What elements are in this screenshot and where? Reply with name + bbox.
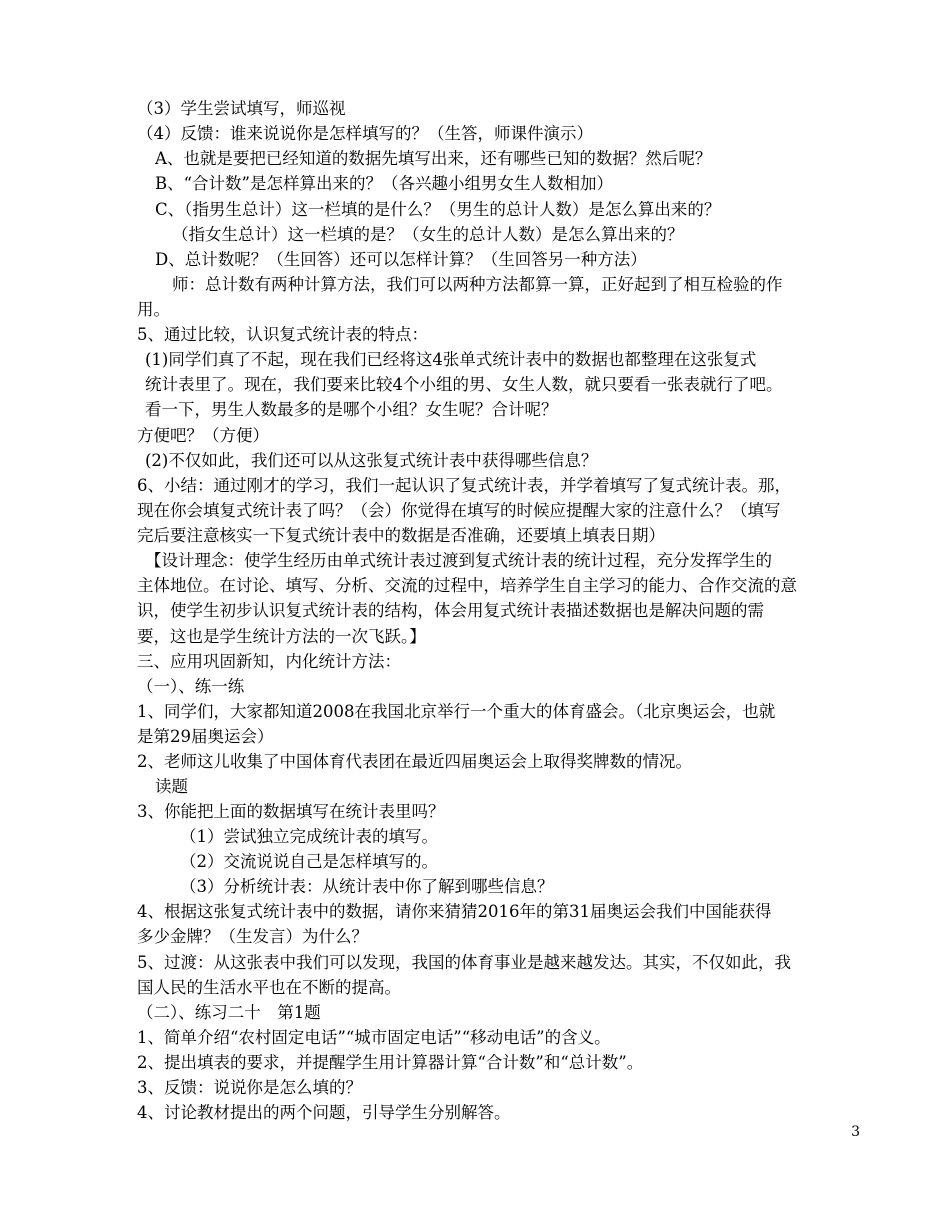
text-line: 4、讨论教材提出的两个问题，引导学生分别解答。 bbox=[137, 1103, 511, 1122]
text-line: 三、应用巩固新知，内化统计方法： bbox=[137, 652, 401, 671]
text-line: D、总计数呢？（生回答）还可以怎样计算？（生回答另一种方法） bbox=[155, 250, 647, 269]
text-line: 是第29届奥运会） bbox=[137, 727, 274, 746]
text-line: 3、反馈：说说你是怎么填的？ bbox=[137, 1078, 362, 1097]
text-line: B、“合计数”是怎样算出来的？（各兴趣小组男女生人数相加） bbox=[155, 174, 613, 193]
text-line: 现在你会填复式统计表了吗？（会）你觉得在填写的时候应提醒大家的注意什么？（填写 bbox=[137, 501, 781, 520]
text-line: 2、老师这儿收集了中国体育代表团在最近四届奥运会上取得奖牌数的情况。 bbox=[137, 752, 692, 771]
text-line: 1、简单介绍“农村固定电话”“城市固定电话”“移动电话”的含义。 bbox=[137, 1028, 611, 1047]
text-line: 统计表里了。现在，我们要来比较4个小组的男、女生人数，就只要看一张表就行了吧。 bbox=[145, 375, 783, 394]
text-line: 完后要注意核实一下复式统计表中的数据是否准确，还要填上填表日期） bbox=[137, 526, 665, 545]
text-line: 5、过渡：从这张表中我们可以发现，我国的体育事业是越来越发达。其实，不仅如此，我 bbox=[137, 953, 791, 972]
text-line: (1)同学们真了不起，现在我们已经将这4张单式统计表中的数据也都整理在这张复式 bbox=[145, 350, 757, 369]
text-line: A、也就是要把已经知道的数据先填写出来，还有哪些已知的数据？然后呢？ bbox=[155, 149, 712, 168]
text-line: 主体地位。在讨论、填写、分析、交流的过程中，培养学生自主学习的能力、合作交流的意 bbox=[137, 576, 797, 595]
text-line: 国人民的生活水平也在不断的提高。 bbox=[137, 978, 401, 997]
text-line: (2)不仅如此，我们还可以从这张复式统计表中获得哪些信息？ bbox=[145, 451, 598, 470]
text-line: C、（指男生总计）这一栏填的是什么？（男生的总计人数）是怎么算出来的？ bbox=[155, 200, 721, 219]
text-line: 读题 bbox=[155, 777, 188, 796]
text-line: （二）、练习二十 第1题 bbox=[137, 1003, 321, 1022]
text-line: 师：总计数有两种计算方法，我们可以两种方法都算一算，正好起到了相互检验的作 bbox=[172, 275, 783, 294]
text-line: 识，使学生初步认识复式统计表的结构，体会用复式统计表描述数据也是解决问题的需 bbox=[137, 601, 764, 620]
text-line: 多少金牌？（生发言）为什么？ bbox=[137, 927, 368, 946]
text-line: 方便吧？（方便） bbox=[137, 426, 269, 445]
text-line: 2、提出填表的要求，并提醒学生用计算器计算“合计数”和“总计数”。 bbox=[137, 1053, 644, 1072]
text-line: （指女生总计）这一栏填的是？（女生的总计人数）是怎么算出来的？ bbox=[172, 225, 684, 244]
text-line: （3）分析统计表：从统计表中你了解到哪些信息？ bbox=[180, 877, 554, 896]
text-line: 5、通过比较，认识复式统计表的特点： bbox=[137, 325, 428, 344]
text-line: 用。 bbox=[137, 300, 170, 319]
text-line: （1）尝试独立完成统计表的填写。 bbox=[180, 827, 438, 846]
text-line: 6、小结：通过刚才的学习，我们一起认识了复式统计表，并学着填写了复式统计表。那， bbox=[137, 476, 791, 495]
text-line: 4、根据这张复式统计表中的数据，请你来猜猜2016年的第31届奥运会我们中国能获得 bbox=[137, 902, 772, 921]
page-number: 3 bbox=[851, 1124, 860, 1140]
text-line: 看一下，男生人数最多的是哪个小组？女生呢？合计呢？ bbox=[145, 400, 558, 419]
text-line: （一）、练一练 bbox=[137, 677, 245, 696]
text-line: （2）交流说说自己是怎样填写的。 bbox=[180, 852, 438, 871]
text-line: 1、同学们，大家都知道2008在我国北京举行一个重大的体育盛会。（北京奥运会，也就 bbox=[137, 702, 776, 721]
text-line: 3、你能把上面的数据填写在统计表里吗？ bbox=[137, 802, 445, 821]
text-line: （4）反馈：谁来说说你是怎样填写的？（生答，师课件演示） bbox=[137, 124, 593, 143]
text-line: 【设计理念：使学生经历由单式统计表过渡到复式统计表的统计过程，充分发挥学生的 bbox=[145, 551, 772, 570]
text-line: （3）学生尝试填写，师巡视 bbox=[137, 99, 346, 118]
text-line: 要，这也是学生统计方法的一次飞跃。】 bbox=[137, 627, 426, 646]
